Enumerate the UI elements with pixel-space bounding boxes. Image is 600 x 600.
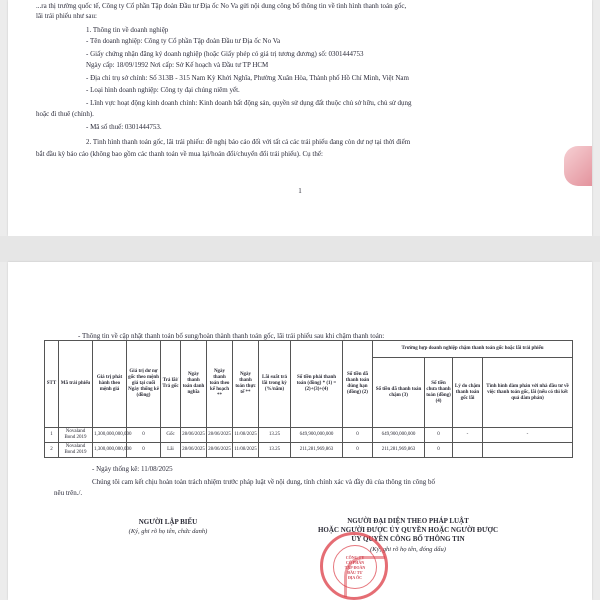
stamp-text: CỔ PHẦN (345, 559, 365, 565)
stamp-text: ĐẦU TƯ (347, 569, 363, 575)
cell-unpaid: 0 (425, 428, 453, 443)
representative-subtitle: (Ký, ghi rõ họ tên, đóng dấu) (370, 546, 446, 553)
header-paid-on-time: Số tiền đã thanh toán đúng hạn (đồng) (2) (343, 341, 373, 428)
text-line: Ngày cấp: 18/09/1992 Nơi cấp: Sở Kế hoạch và Đầu tư TP HCM (86, 61, 269, 69)
cell-bond-code: Novaland Bond 2019 (59, 428, 93, 443)
text-line: ...ra thị trường quốc tế, Công ty Cổ phần Tập đoàn Đầu tư Địa ốc No Va gửi nội dung công bố thông tin về tình hình thanh toán gốc, (36, 2, 407, 10)
cell-reason (453, 443, 483, 458)
header-late-group: Trường hợp doanh nghiệp chậm thanh toán gốc hoặc lãi trái phiếu (373, 341, 573, 358)
cell-amount-due: 649,900,000,000 (291, 428, 343, 443)
table-row (45, 428, 573, 443)
text-line: - Địa chỉ trụ sở chính: Số 313B - 315 Nam Kỳ Khởi Nghĩa, Phường Xuân Hòa, Thành phố Hồ Chí Minh, Việt Nam (86, 74, 409, 82)
page-number: 1 (298, 187, 302, 195)
stat-date: - Ngày thống kê: 11/08/2025 (92, 465, 173, 473)
section-heading: 2. Tình hình thanh toán gốc, lãi trái phiếu: đề nghị báo cáo đối với tất cả các trái phiếu đang còn dư nợ tại thời điểm (86, 138, 411, 146)
cell-negotiation: - (483, 428, 573, 443)
header-pay-type: Trả lãi/ Trả gốc (161, 341, 181, 428)
header-issue-value: Giá trị phát hành theo mệnh giá (93, 341, 127, 428)
cell-reason: - (453, 428, 483, 443)
header-negotiation: Tình hình đàm phán với nhà đầu tư về việc thanh toán gốc, lãi (nếu có thì kết quả đàm phán) (483, 358, 573, 428)
table-intro: - Thông tin về cập nhật thanh toán bổ sung/hoàn thành thanh toán gốc, lãi trái phiếu sau khi chậm thanh toán: (78, 332, 385, 340)
representative-title: ỦY QUYỀN CÔNG BỐ THÔNG TIN (351, 535, 465, 543)
page-gap (0, 236, 600, 262)
cell-planned-date: 28/06/2025 (207, 428, 233, 443)
text-line: hoặc đi thuê (chính). (36, 110, 94, 118)
cell-paid-late: 649,900,000,000 (373, 428, 425, 443)
stamp-text: CÔNG TY (345, 554, 365, 560)
cell-interest-rate: 13.25 (259, 443, 291, 458)
cell-paid-late: 211,281,969,863 (373, 443, 425, 458)
header-actual-date: Ngày thanh toán thực tế ** (233, 341, 259, 428)
document-page-2 (8, 262, 592, 600)
cell-paid-on-time: 0 (343, 428, 373, 443)
document-page-1 (8, 0, 592, 236)
header-stt: STT (45, 341, 59, 428)
text-line: - Tên doanh nghiệp: Công ty Cổ phần Tập đoàn Đầu tư Địa ốc No Va (86, 37, 281, 45)
preparer-title: NGƯỜI LẬP BIỂU (138, 518, 198, 526)
cell-stt: 2 (45, 443, 59, 458)
representative-title: NGƯỜI ĐẠI DIỆN THEO PHÁP LUẬT (347, 517, 469, 525)
header-reason: Lý do chậm thanh toán gốc lãi (453, 358, 483, 428)
stamp-text: TẬP ĐOÀN (344, 564, 366, 570)
text-line: lãi trái phiếu như sau: (36, 12, 97, 20)
stamp-text: ĐỊA ỐC (347, 574, 363, 580)
text-line: - Loại hình doanh nghiệp: Công ty đại chúng niêm yết. (86, 86, 240, 94)
text-line: bắt đầu kỳ báo cáo (không bao gồm các thanh toán về mua lại/hoán đổi/chuyển đổi trái phiếu). Cụ thể: (36, 150, 323, 158)
header-amount-due: Số tiền phải thanh toán (đồng) * (1) = (2)+(3)+(4) (291, 341, 343, 428)
text-line: - Mã số thuế: 0301444753. (86, 123, 162, 131)
cell-outstanding: 0 (127, 443, 161, 458)
cell-actual-date: 11/08/2025 (233, 428, 259, 443)
header-planned-date: Ngày thanh toán theo kế hoạch ** (207, 341, 233, 428)
cell-pay-type: Gốc (161, 428, 181, 443)
page-seal-edge (564, 146, 592, 186)
table-row (45, 443, 573, 458)
stamp-center (333, 545, 377, 589)
cell-bond-code: Novaland Bond 2019 (59, 443, 93, 458)
section-heading: 1. Thông tin về doanh nghiệp (86, 26, 169, 34)
cell-outstanding: 0 (127, 428, 161, 443)
text-line: - Giấy chứng nhận đăng ký doanh nghiệp (hoặc Giấy phép có giá trị tương đương) số: 0301444753 (86, 50, 364, 58)
cell-amount-due: 211,281,969,863 (291, 443, 343, 458)
cell-actual-date: 11/08/2025 (233, 443, 259, 458)
header-interest-rate: Lãi suất trả lãi trong kỳ (%/năm) (259, 341, 291, 428)
preparer-subtitle: (Ký, ghi rõ họ tên, chức danh) (128, 528, 208, 535)
cell-planned-date: 28/06/2025 (207, 443, 233, 458)
cell-stt: 1 (45, 428, 59, 443)
cell-paid-on-time: 0 (343, 443, 373, 458)
header-unpaid: Số tiền chưa thanh toán (đồng) (4) (425, 358, 453, 428)
representative-title: HOẶC NGƯỜI ĐƯỢC ỦY QUYỀN HOẶC NGƯỜI ĐƯỢC (317, 526, 499, 534)
header-bond-code: Mã trái phiếu (59, 341, 93, 428)
cell-issue-value: 1,300,000,000,000 (93, 428, 127, 443)
header-paid-late: Số tiền đã thanh toán chậm (3) (373, 358, 425, 428)
commitment-text: nêu trên./. (54, 489, 83, 497)
header-nominal-date: Ngày thanh toán danh nghĩa (181, 341, 207, 428)
cell-nominal-date: 28/06/2025 (181, 443, 207, 458)
cell-negotiation (483, 443, 573, 458)
cell-unpaid: 0 (425, 443, 453, 458)
cell-issue-value: 1,300,000,000,000 (93, 443, 127, 458)
cell-interest-rate: 13.25 (259, 428, 291, 443)
commitment-text: Chúng tôi cam kết chịu hoàn toàn trách nhiệm trước pháp luật về nội dung, tính chính xác và đầy đủ của thông tin công bố (92, 478, 436, 486)
cell-pay-type: Lãi (161, 443, 181, 458)
text-line: - Lĩnh vực hoạt động kinh doanh chính: Kinh doanh bất động sản, quyền sử dụng đất thuộc chủ sở hữu, chủ sử dụng (86, 99, 412, 107)
bond-payment-table (44, 340, 573, 458)
cell-nominal-date: 28/06/2025 (181, 428, 207, 443)
header-outstanding: Giá trị dư nợ gốc theo mệnh giá tại cuối Ngày thống kê (đồng) (127, 341, 161, 428)
company-stamp (320, 532, 388, 600)
